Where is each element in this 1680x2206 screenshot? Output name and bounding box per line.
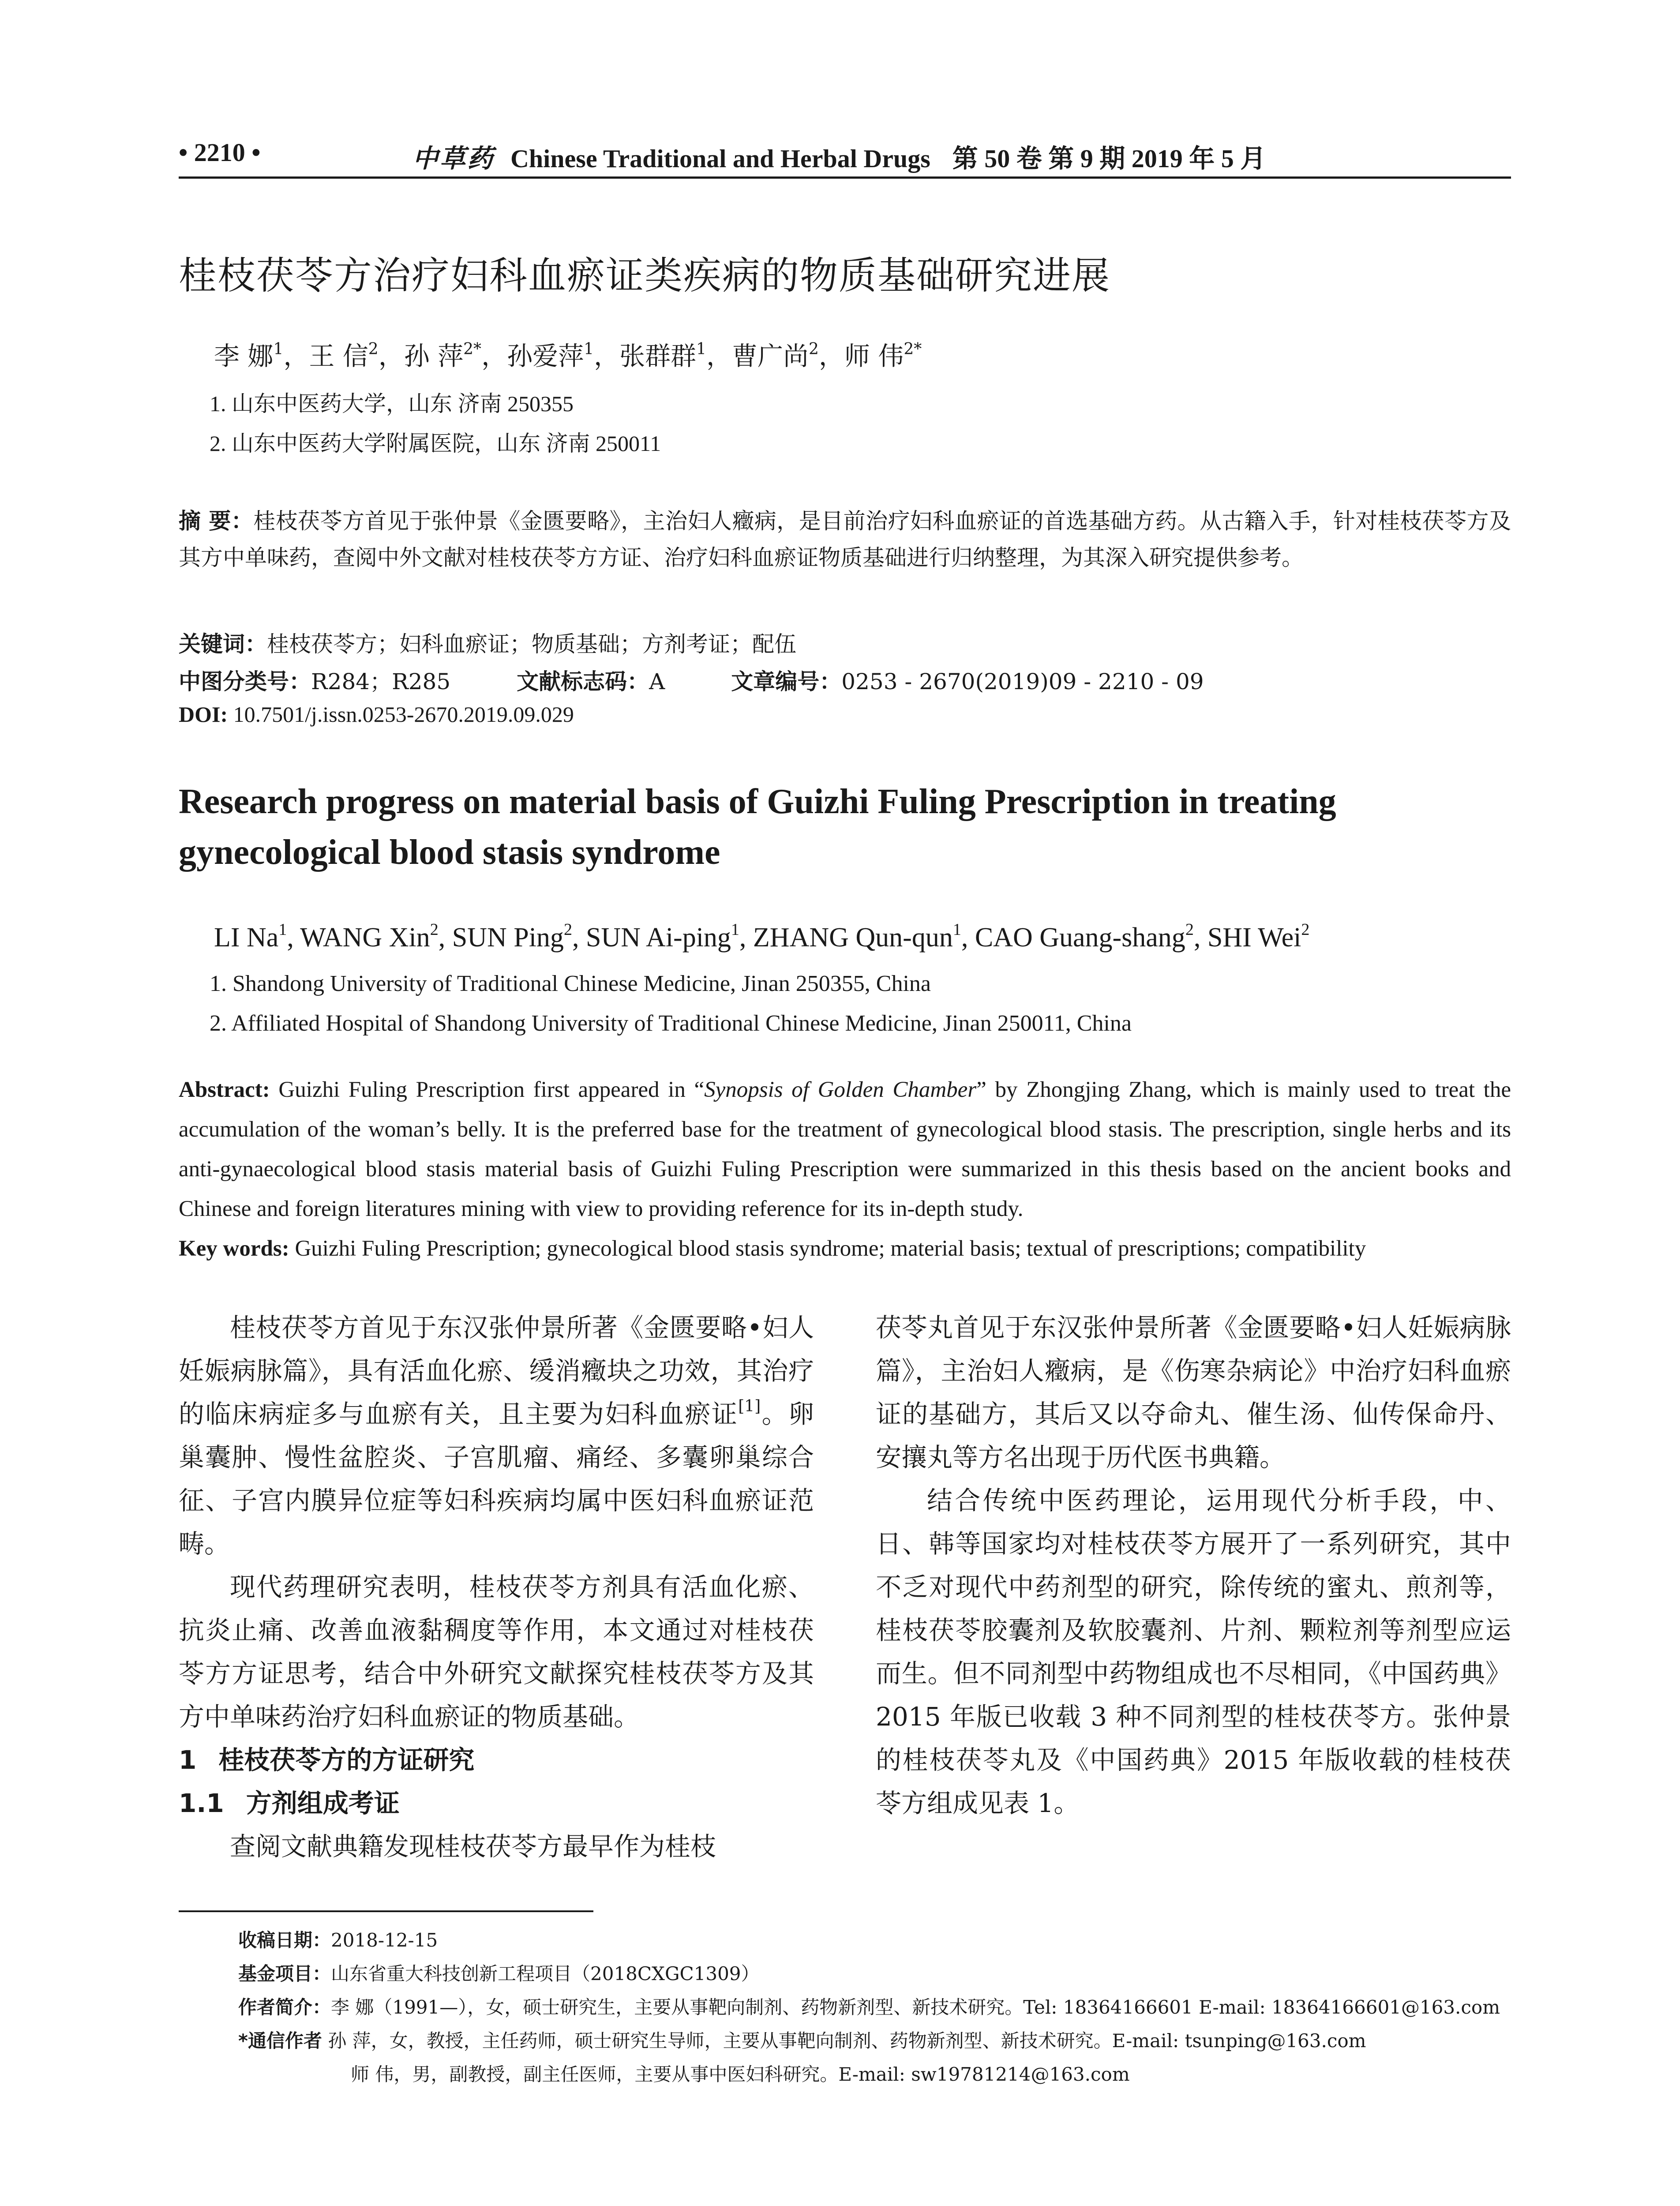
author-en: ZHANG Qun-qun <box>753 923 953 953</box>
author-list-en: LI Na$^1$, WANG Xin$^2$, SUN Ping$^2$, SUN Ai-ping$^1$, ZHANG Qun-qun$^1$, CAO Guang-shang$^2$, SHI Wei$^2$ <box>214 920 1310 953</box>
author-affil-mark: 2 <box>1185 920 1194 939</box>
running-header <box>179 138 1511 173</box>
fund-project <box>238 1957 1544 1991</box>
classification-line <box>179 664 1204 696</box>
abstract-cn-label: 摘 要： <box>179 508 254 534</box>
body-paragraph: 结合传统中医药理论，运用现代分析手段，中、日、韩等国家均对桂枝茯苓方展开了一系列研究，其中不乏对现代中药剂型的研究，除传统的蜜丸、煎剂等，桂枝茯苓胶囊剂及软胶囊剂、片剂、颗粒剂等剂型应运而生。但不同剂型中药物组成也不尽相同，《中国药典》2015 年版已收载 3 种不同剂型的桂枝茯苓方。张仲景的桂枝茯苓丸及《中国药典》2015 年版收载的桂枝茯苓方组成见表 1。 <box>876 1486 1511 1818</box>
author-en: SUN Ping <box>452 923 564 953</box>
body-paragraph <box>179 1306 814 1565</box>
author-bio <box>238 1991 1544 2024</box>
footnote-text: 李 娜（1991—），女，硕士研究生，主要从事靶向制剂、药物新剂型、新技术研究。Tel: 18364166601 E-mail: 18364166601@163.com <box>331 1996 1500 2018</box>
author-cn: 孙 萍 <box>404 341 464 371</box>
body-paragraph: 查阅文献典籍发现桂枝茯苓方最早作为桂枝 <box>230 1831 716 1861</box>
doi-line <box>179 702 574 727</box>
affiliation-en-2: 2. Affiliated Hospital of Shandong University of Traditional Chinese Medicine, Jinan 250011, China <box>210 1011 1132 1036</box>
footnote-text: 孙 萍，女，教授，主任药师，硕士研究生导师，主要从事靶向制剂、药物新剂型、新技术研究。E-mail: tsunping@163.com <box>328 2030 1366 2052</box>
footnote-text: 2018-12-15 <box>331 1929 438 1951</box>
footnote-label: 基金项目： <box>238 1963 331 1985</box>
issue-info: 第 50 卷 第 9 期 2019 年 5 月 <box>952 144 1266 173</box>
paper-title-en: Research progress on material basis of Guizhi Fuling Prescription in treating gynecological blood stasis syndrome <box>179 782 1336 872</box>
abstract-en <box>179 1070 1511 1229</box>
author-affil-mark: 2 <box>563 920 572 939</box>
received-date <box>238 1924 1544 1957</box>
author-affil-mark: 2 <box>1301 920 1310 939</box>
corresponding-author-1 <box>238 2024 1544 2058</box>
keywords-cn <box>179 627 796 658</box>
author-cn: 张群群 <box>619 341 697 371</box>
paper-title-cn: 桂枝茯苓方治疗妇科血瘀证类疾病的物质基础研究进展 <box>179 254 1110 298</box>
body-paragraph: 茯苓丸首见于东汉张仲景所著《金匮要略•妇人妊娠病脉篇》，主治妇人癥病，是《伤寒杂病论》中治疗妇科血瘀证的基础方，其后又以夺命丸、催生汤、仙传保命丹、安攘丸等方名出现于历代医书典籍。 <box>876 1313 1511 1472</box>
page-number: • 2210 • <box>179 138 261 167</box>
footnote-label: *通信作者 <box>238 2030 322 2052</box>
doc-code-value: A <box>649 669 665 694</box>
footnotes <box>238 1924 1544 2091</box>
section-title: 桂枝茯苓方的方证研究 <box>218 1745 475 1775</box>
author-affil-mark: 1 <box>584 340 594 358</box>
author-en: WANG Xin <box>300 923 430 953</box>
subsection-title: 方剂组成考证 <box>246 1788 400 1818</box>
journal-masthead <box>412 138 1266 175</box>
author-cn: 曹广尚 <box>731 341 809 371</box>
footnote-label: 作者简介： <box>238 1996 331 2018</box>
author-cn: 王 信 <box>309 341 368 371</box>
abstract-en-label: Abstract: <box>179 1077 270 1102</box>
author-affil-mark: 2 <box>430 920 439 939</box>
article-number-label: 文章编号： <box>731 669 842 694</box>
subsection-number: 1.1 <box>179 1788 224 1818</box>
author-affil-mark: 1 <box>273 340 284 358</box>
journal-logo: 中草药 <box>412 143 495 173</box>
header-rule <box>179 176 1511 179</box>
abstract-en-text-2: ” by Zhongjing Zhang, which is mainly used to treat the accumulation of the woman’s belly. It is the preferred base for the treatment of gynecological blood stasis. The prescription, single herbs and its anti-gynaecological blood stasis material basis of Guizhi Fuling Prescription were summarized in this thesis based on the ancient books and Chinese and foreign literatures mining with view to providing reference for its in-depth study. <box>179 1077 1511 1221</box>
clc-label: 中图分类号： <box>179 669 311 694</box>
author-affil-mark: 2 <box>368 340 379 358</box>
doi-label: DOI: <box>179 702 228 727</box>
affiliation-en-1: 1. Shandong University of Traditional Chinese Medicine, Jinan 250355, China <box>210 971 931 996</box>
clc-value: R284；R285 <box>311 669 451 694</box>
footnote-text: 山东省重大科技创新工程项目（2018CXGC1309） <box>331 1963 760 1985</box>
body-column-left <box>179 1306 814 1868</box>
footnote-rule <box>179 1910 593 1912</box>
affiliation-cn-2: 2. 山东中医药大学附属医院，山东 济南 250011 <box>210 431 661 456</box>
author-en: LI Na <box>214 923 279 953</box>
author-cn: 师 伟 <box>844 341 904 371</box>
affiliation-cn-1: 1. 山东中医药大学，山东 济南 250355 <box>210 391 574 416</box>
author-en: SHI Wei <box>1207 923 1301 953</box>
abstract-en-book-title: Synopsis of Golden Chamber <box>704 1077 977 1102</box>
author-en: CAO Guang-shang <box>975 923 1185 953</box>
abstract-en-text-1: Guizhi Fuling Prescription first appeared in “ <box>270 1077 705 1102</box>
author-cn: 孙爱萍 <box>507 341 584 371</box>
article-number-value: 0253 - 2670(2019)09 - 2210 - 09 <box>841 669 1204 694</box>
keywords-cn-text: 桂枝茯苓方；妇科血瘀证；物质基础；方剂考证；配伍 <box>267 631 796 657</box>
author-affil-mark: 2* <box>904 340 922 358</box>
footnote-label: 收稿日期： <box>238 1929 331 1951</box>
keywords-cn-label: 关键词： <box>179 631 267 657</box>
author-list-cn: 李 娜$^1$，王 信$^2$，孙 萍$^{2*}$，孙爱萍$^1$，张群群$^1$，曹广尚$^2$，师 伟$^{2*}$ <box>214 340 922 371</box>
section-heading <box>179 1738 814 1782</box>
section-number: 1 <box>179 1745 197 1775</box>
doi-value[interactable]: 10.7501/j.issn.0253-2670.2019.09.029 <box>233 702 574 727</box>
corresponding-author-2: 师 伟，男，副教授，副主任医师，主要从事中医妇科研究。E-mail: sw19781214@163.com <box>351 2063 1130 2085</box>
journal-title-en: Chinese Traditional and Herbal Drugs <box>510 144 930 173</box>
citation-ref[interactable]: [1] <box>738 1397 761 1415</box>
author-cn: 李 娜 <box>214 341 274 371</box>
body-column-right <box>876 1306 1511 1825</box>
author-affil-mark: 1 <box>952 920 961 939</box>
body-paragraph: 现代药理研究表明，桂枝茯苓方剂具有活血化瘀、抗炎止痛、改善血液黏稠度等作用，本文通过对桂枝茯苓方方证思考，结合中外研究文献探究桂枝茯苓方及其方中单味药治疗妇科血瘀证的物质基础。 <box>179 1572 814 1732</box>
author-affil-mark: 1 <box>278 920 287 939</box>
keywords-en <box>179 1229 1546 1268</box>
body-text: 桂枝茯苓方首见于东汉张仲景所著《金匮要略•妇人妊娠病脉篇》，具有活血化瘀、缓消癥块之功效，其治疗的临床病症多与血瘀有关，且主要为妇科血瘀证 <box>179 1313 814 1429</box>
body-text: 。卵巢囊肿、慢性盆腔炎、子宫肌瘤、痛经、多囊卵巢综合征、子宫内膜异位症等妇科疾病均属中医妇科血瘀证范畴。 <box>179 1399 814 1559</box>
author-affil-mark: 1 <box>696 340 706 358</box>
abstract-cn-text: 桂枝茯苓方首见于张仲景《金匮要略》，主治妇人癥病，是目前治疗妇科血瘀证的首选基础方药。从古籍入手，针对桂枝茯苓方及其方中单味药，查阅中外文献对桂枝茯苓方方证、治疗妇科血瘀证物质基础进行归纳整理，为其深入研究提供参考。 <box>179 508 1511 570</box>
author-affil-mark: 1 <box>731 920 739 939</box>
author-affil-mark: 2 <box>808 340 819 358</box>
keywords-en-text: Guizhi Fuling Prescription; gynecological blood stasis syndrome; material basis; textual of prescriptions; compatibility <box>289 1236 1366 1261</box>
doc-code-label: 文献标志码： <box>517 669 649 694</box>
keywords-en-label: Key words: <box>179 1236 289 1261</box>
author-affil-mark: 2* <box>463 340 482 358</box>
subsection-heading <box>179 1782 814 1825</box>
author-en: SUN Ai-ping <box>585 923 731 953</box>
abstract-cn <box>179 503 1511 576</box>
